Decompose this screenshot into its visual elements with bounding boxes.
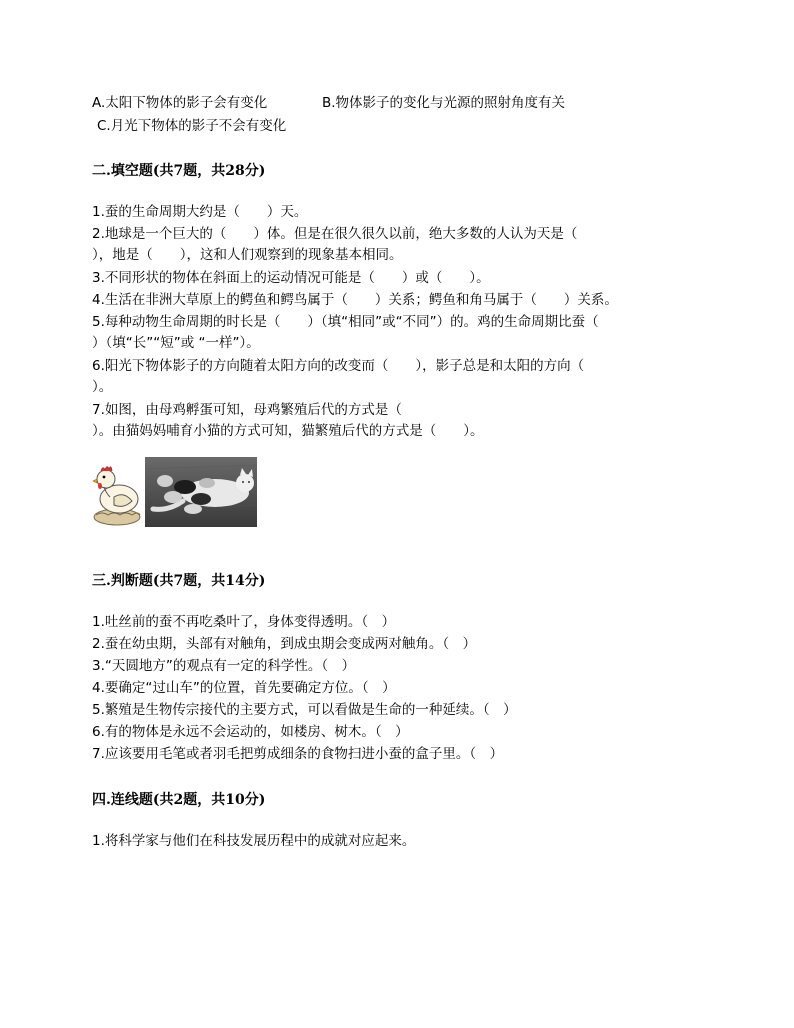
question-line: ），地是（ ），这和人们观察到的现象基本相同。 [92,247,403,263]
question-line: ）。由猫妈妈哺育小猫的方式可知，猫繁殖后代的方式是（ ）。 [92,423,484,439]
judgement-line: 5.繁殖是生物传宗接代的主要方式，可以看做是生命的一种延续。（ ） [92,702,517,718]
question-line: 5.每种动物生命周期的时长是（ ）（填“相同”或“不同”）的。鸡的生命周期比蚕（ [92,314,599,330]
option-c: C.月光下物体的影子不会有变化 [97,118,287,134]
question-line: 3.不同形状的物体在斜面上的运动情况可能是（ ）或（ ）。 [92,270,490,286]
section-4-title: 四.连线题(共2题，共10分) [92,792,266,808]
judgement-line: 7.应该要用毛笔或者羽毛把剪成细条的食物扫进小蚕的盒子里。（ ） [92,746,504,762]
section-2-title: 二.填空题(共7题，共28分) [92,163,266,179]
question-line: 4.生活在非洲大草原上的鳄鱼和鳄鸟属于（ ）关系；鳄鱼和角马属于（ ）关系。 [92,292,618,308]
cat-nursing-photo [145,457,257,527]
section-3-title: 三.判断题(共7题，共14分) [92,573,266,589]
judgement-line: 6.有的物体是永远不会运动的，如楼房、树木。（ ） [92,724,409,740]
matching-line: 1.将科学家与他们在科技发展历程中的成就对应起来。 [92,833,416,849]
question-line: 2.地球是一个巨大的（ ）体。但是在很久很久以前，绝大多数的人认为天是（ [92,226,578,242]
judgement-line: 3.“天圆地方”的观点有一定的科学性。（ ） [92,658,356,674]
question-line: ）（填“长”“短”或 “一样”）。 [92,335,260,351]
question-line: 6.阳光下物体影子的方向随着太阳方向的改变而（ ），影子总是和太阳的方向（ [92,358,585,374]
judgement-line: 4.要确定“过山车”的位置，首先要确定方位。（ ） [92,680,396,696]
question-line: ）。 [92,379,113,395]
question-line: 7.如图，由母鸡孵蛋可知，母鸡繁殖后代的方式是（ [92,402,402,418]
judgement-line: 1.吐丝前的蚕不再吃桑叶了，身体变得透明。（ ） [92,614,396,630]
option-b: B.物体影子的变化与光源的照射角度有关 [322,95,566,111]
hen-hatching-image [92,455,142,527]
judgement-line: 2.蚕在幼虫期，头部有对触角，到成虫期会变成两对触角。（ ） [92,636,477,652]
option-a: A.太阳下物体的影子会有变化 [92,95,268,111]
question-line: 1.蚕的生命周期大约是（ ）天。 [92,204,308,220]
